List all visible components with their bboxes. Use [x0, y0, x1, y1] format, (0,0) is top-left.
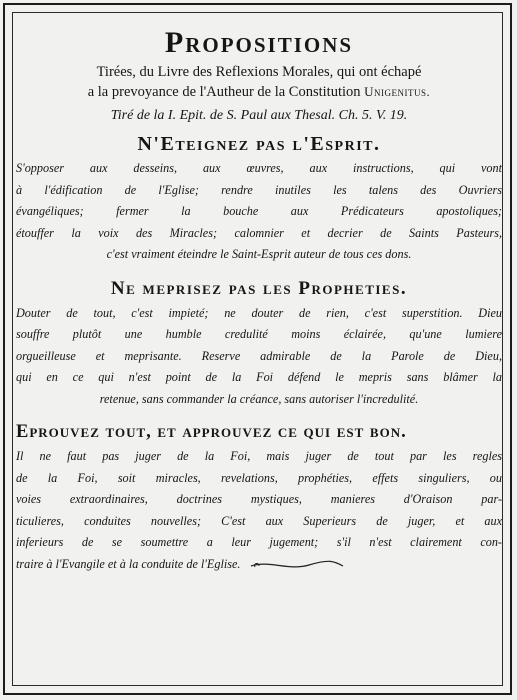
section-heading-2: Ne meprisez pas les Propheties.: [110, 277, 408, 299]
paragraph-line: souffre plutôt une humble credulité moins éclairée, qu'une lumiere: [16, 327, 502, 341]
paragraph-line: ticulieres, conduites nouvelles; C'est aux Superieurs de juger, et aux: [16, 513, 502, 528]
paragraph-line: qui en ce qui n'est point de la Foi défend le mepris sans blâmer la: [16, 370, 502, 384]
paragraph-line: de la Foi, soit miracles, revelations, prophéties, effets singuliers, ou: [16, 470, 502, 485]
document-content: [16, 26, 502, 575]
scripture-citation: Tiré de la I. Epit. de S. Paul aux Thesal. Ch. 5. V. 19.: [110, 108, 408, 123]
subtitle-smallcaps: Unigenitus.: [364, 84, 431, 99]
paragraph-line: traire à l'Evangile et à la conduite de l'Eglise.: [16, 556, 241, 571]
paragraph-line: retenue, sans commander la créance, sans autoriser l'incredulité.: [99, 391, 419, 406]
section-heading-1: N'Eteignez pas l'Esprit.: [137, 133, 381, 155]
section-heading-3: Eprouvez tout, et approuvez ce qui est bon.: [16, 422, 407, 442]
section-paragraph-3: [16, 446, 502, 575]
paragraph-line: inferieurs de se soumettre a leur jugement; s'il n'est clairement con-: [16, 535, 502, 549]
paragraph-line: évangéliques; fermer la bouche aux Prédicateurs apostoliques;: [16, 204, 502, 218]
paragraph-line: étouffer la voix des Miracles; calomnier et decrier de Saints Pasteurs,: [16, 225, 502, 240]
subtitle-line-2: [16, 82, 502, 102]
paragraph-line: S'opposer aux desseins, aux œuvres, aux instructions, qui vont: [16, 161, 502, 175]
subtitle-line-1: Tirées, du Livre des Reflexions Morales, qui ont échapé: [96, 64, 422, 80]
paragraph-line: voies extraordinaires, doctrines mystiques, manieres d'Oraison par-: [16, 492, 502, 506]
paragraph-line: orgueilleuse et meprisante. Reserve admirable de la Parole de Dieu,: [16, 348, 502, 363]
flourish-ornament: [249, 558, 345, 572]
section-paragraph-2: [16, 303, 502, 411]
document-title: Propositions: [164, 26, 354, 59]
section-paragraph-1: [16, 158, 502, 266]
subtitle-line-2-text: a la prevoyance de l'Autheur de la Constitution: [87, 84, 361, 100]
final-line-row: [16, 554, 502, 576]
paragraph-line: Il ne faut pas juger de la Foi, mais juger de tout par les regles: [16, 449, 502, 463]
paragraph-line: à l'édification de l'Eglise; rendre inutiles les talens des Ouvriers: [16, 182, 502, 197]
paragraph-line: c'est vraiment éteindre le Saint-Esprit auteur de tous ces dons.: [106, 247, 412, 261]
paragraph-line: Douter de tout, c'est impieté; ne douter de rien, c'est superstition. Dieu: [16, 305, 502, 320]
document-subtitle: [16, 62, 502, 102]
